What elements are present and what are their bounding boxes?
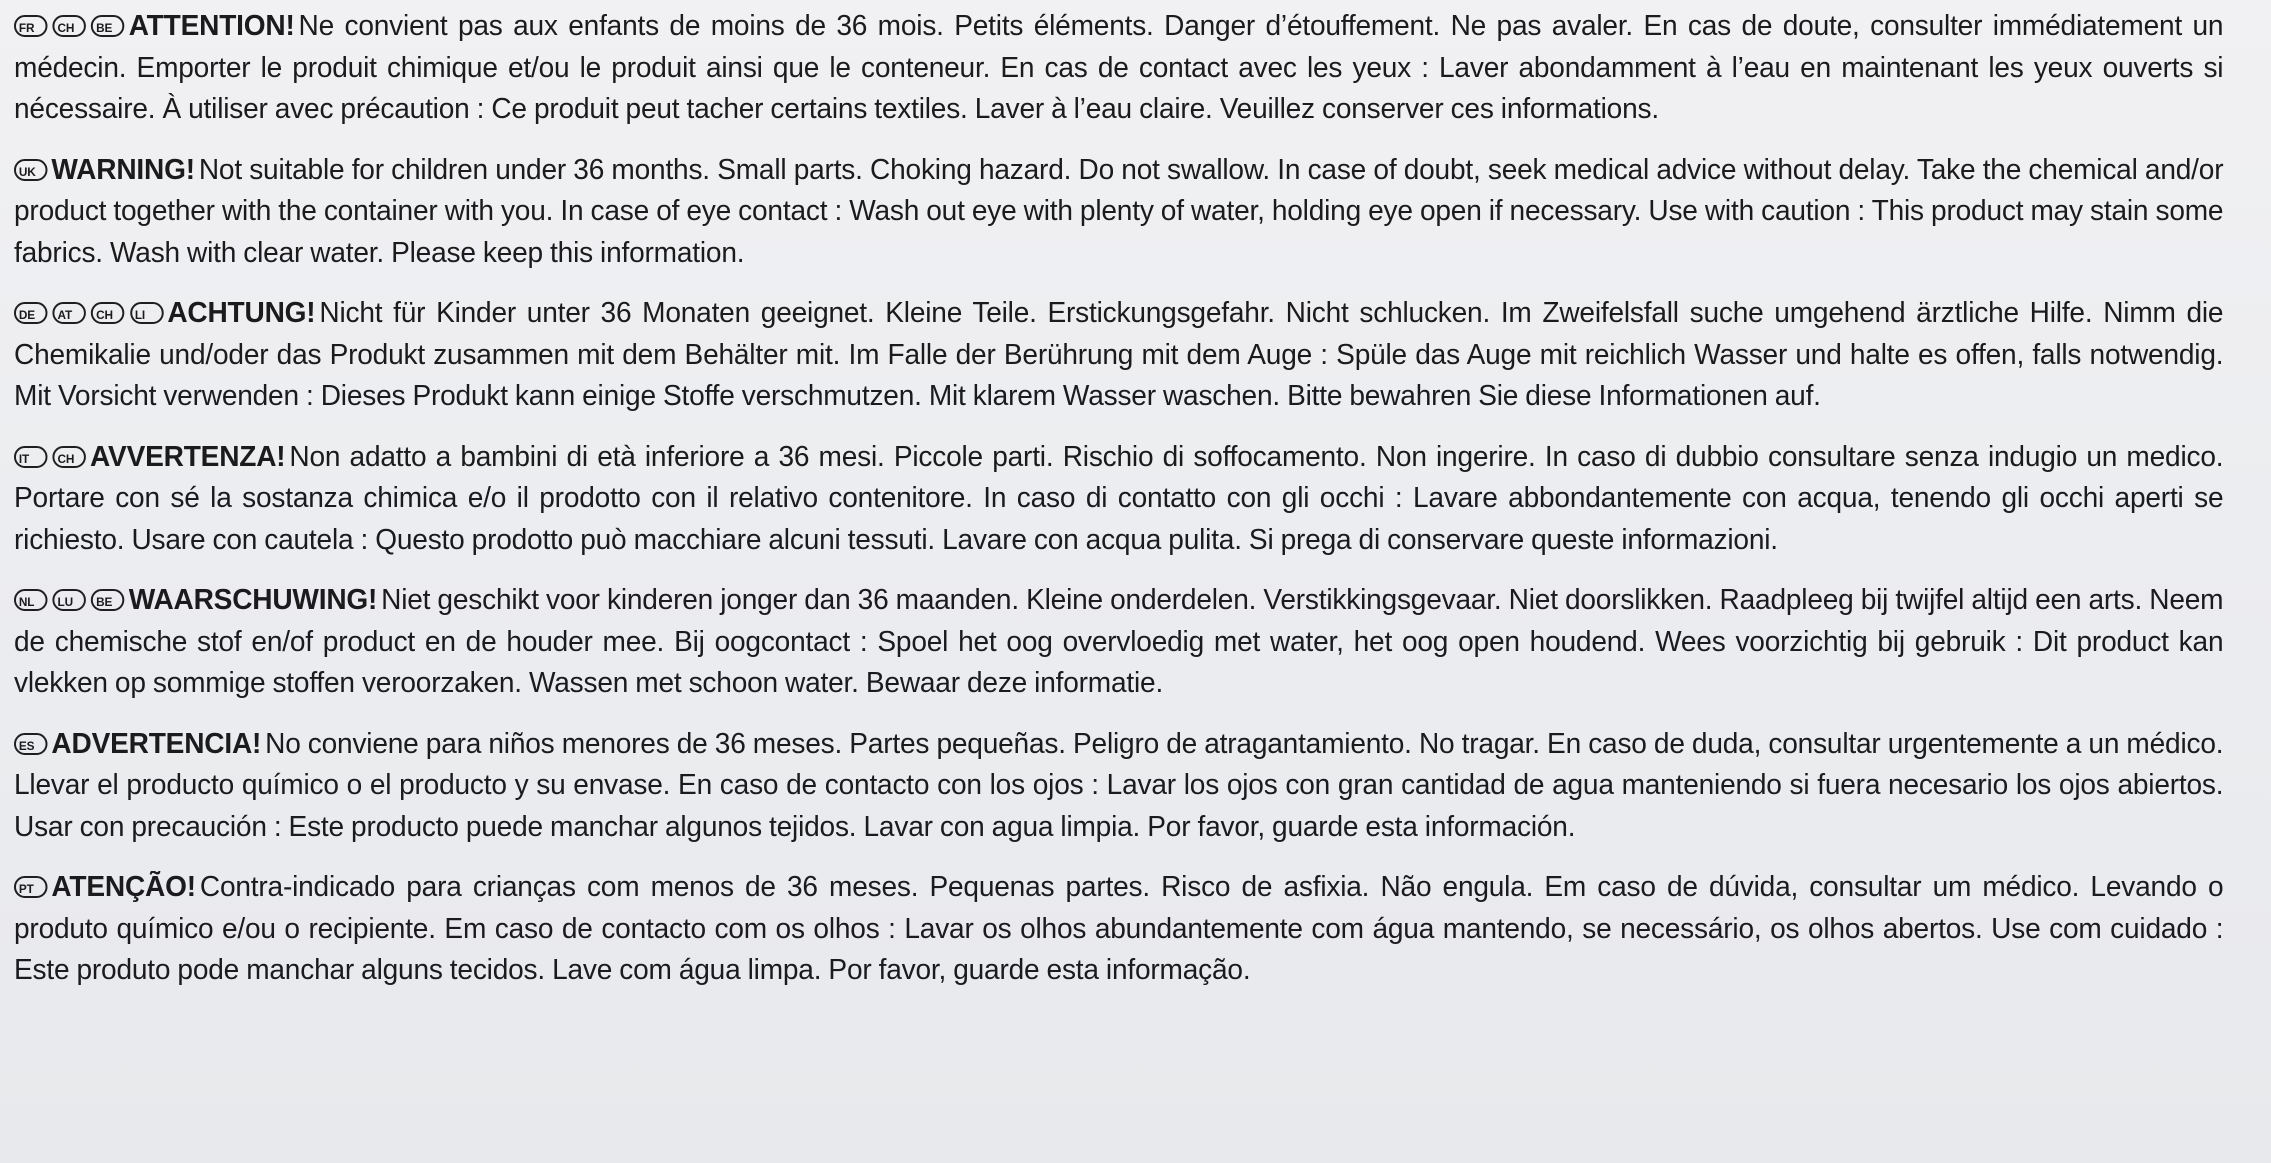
warning-section-de bbox=[14, 293, 2223, 418]
warning-section-fr bbox=[14, 6, 2223, 131]
country-badge: FR bbox=[14, 15, 47, 37]
country-badge: LI bbox=[130, 302, 163, 324]
warning-section-es bbox=[14, 724, 2223, 849]
warning-section-uk bbox=[14, 150, 2223, 275]
warning-text: Not suitable for children under 36 months. Small parts. Choking hazard. Do not swallow. In case of doubt, seek medical advice without delay. Take the chemical and/or product together with the container with you. In case of eye contact : Wash out eye with plenty of water, holding eye open if necessary. Use with caution : This product may stain some fabrics. Wash with clear water. Please keep this information. bbox=[14, 153, 2224, 269]
warning-text: Ne convient pas aux enfants de moins de 36 mois. Petits éléments. Danger d’étouffement. Ne pas avaler. En cas de doute, consulter immédiatement un médecin. Emporter le produit chimique et/ou le produit ainsi que le conteneur. En cas de contact avec les yeux : Laver abondamment à l’eau en maintenant les yeux ouverts si nécessaire. À utiliser avec précaution : Ce produit peut tacher certains textiles. Laver à l’eau claire. Veuillez conserver ces informations. bbox=[14, 10, 2224, 125]
warning-text: Non adatto a bambini di età inferiore a 36 mesi. Piccole parti. Rischio di soffocamento. Non ingerire. In caso di dubbio consultare senza indugio un medico. Portare con sé la sostanza chimica e/o il prodotto con il relativo contenitore. In caso di contatto con gli occhi : Lavare abbondantemente con acqua, tenendo gli occhi aperti se richiesto. Usare con cautela : Questo prodotto può macchiare alcuni tessuti. Lavare con acqua pulita. Si prega di conservare queste informazioni. bbox=[14, 440, 2224, 556]
warning-text: Contra-indicado para crianças com menos de 36 meses. Pequenas partes. Risco de asfixia. Não engula. Em caso de dúvida, consultar um médico. Levando o produto químico e/ou o recipiente. Em caso de contacto com os olhos : Lavar os olhos abundantemente com água mantendo, se necessário, os olhos abertos. Use com cuidado : Este produto pode manchar alguns tecidos. Lave com água limpa. Por favor, guarde esta informação. bbox=[14, 871, 2224, 986]
warning-section-it bbox=[14, 437, 2223, 562]
country-badge: UK bbox=[14, 159, 47, 181]
warning-section-pt bbox=[14, 867, 2223, 992]
warning-text: Nicht für Kinder unter 36 Monaten geeignet. Kleine Teile. Erstickungsgefahr. Nicht schlucken. Im Zweifelsfall suche umgehend ärztliche Hilfe. Nimm die Chemikalie und/oder das Produkt zusammen mit dem Behälter mit. Im Falle der Berührung mit dem Auge : Spüle das Auge mit reichlich Wasser und halte es offen, falls notwendig. Mit Vorsicht verwenden : Dieses Produkt kann einige Stoffe verschmutzen. Mit klarem Wasser waschen. Bitte bewahren Sie diese Informationen auf. bbox=[14, 297, 2224, 412]
country-badge: ES bbox=[14, 733, 47, 755]
country-badge: BE bbox=[91, 15, 124, 37]
country-badges bbox=[14, 580, 123, 622]
country-badges bbox=[14, 437, 84, 479]
country-badge: NL bbox=[14, 589, 47, 611]
country-badge: PT bbox=[14, 876, 47, 898]
country-badge: IT bbox=[14, 446, 47, 468]
warning-title: WARNING! bbox=[51, 153, 195, 186]
warning-title: ACHTUNG! bbox=[167, 297, 316, 329]
country-badges bbox=[14, 293, 161, 335]
country-badge: DE bbox=[14, 302, 47, 324]
country-badge: AT bbox=[53, 302, 86, 324]
warning-title: WAARSCHUWING! bbox=[128, 584, 378, 616]
warning-text: No conviene para niños menores de 36 meses. Partes pequeñas. Peligro de atragantamiento. No tragar. En caso de duda, consultar urgentemente a un médico. Llevar el producto químico o el producto y su envase. En caso de contacto con los ojos : Lavar los ojos con gran cantidad de agua manteniendo si fuera necesario los ojos abiertos. Usar con precaución : Este producto puede manchar algunos tejidos. Lavar con agua limpia. Por favor, guarde esta información. bbox=[14, 727, 2224, 843]
country-badges bbox=[14, 724, 46, 766]
country-badge: CH bbox=[91, 302, 124, 324]
country-badge: CH bbox=[53, 15, 86, 37]
warning-title: ADVERTENCIA! bbox=[51, 727, 262, 760]
warning-title: ATTENTION! bbox=[128, 10, 295, 42]
warning-title: AVVERTENZA! bbox=[90, 440, 286, 473]
country-badges bbox=[14, 150, 46, 192]
country-badges bbox=[14, 6, 123, 48]
warning-text: Niet geschikt voor kinderen jonger dan 36 maanden. Kleine onderdelen. Verstikkingsgevaar. Niet doorslikken. Raadpleeg bij twijfel altijd een arts. Neem de chemische stof en/of product en de houder mee. Bij oogcontact : Spoel het oog overvloedig met water, het oog open houdend. Wees voorzichtig bij gebruik : Dit product kan vlekken op sommige stoffen veroorzaken. Wassen met schoon water. Bewaar deze informatie. bbox=[14, 584, 2224, 699]
country-badge: CH bbox=[53, 446, 86, 468]
warning-title: ATENÇÃO! bbox=[51, 871, 196, 903]
country-badge: LU bbox=[53, 589, 86, 611]
warning-section-nl bbox=[14, 580, 2223, 705]
country-badges bbox=[14, 867, 46, 909]
country-badge: BE bbox=[91, 589, 124, 611]
